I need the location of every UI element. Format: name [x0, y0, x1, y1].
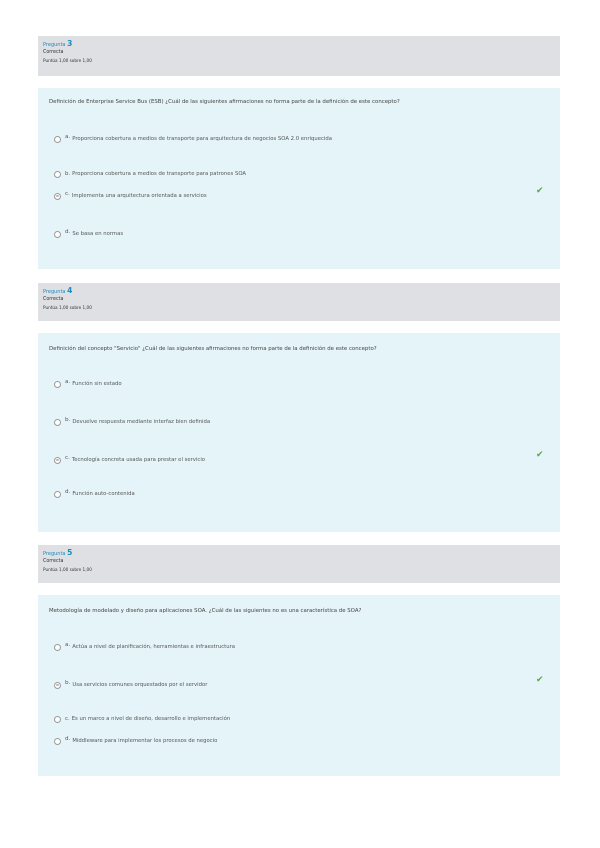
- option-letter: d.: [65, 736, 71, 742]
- option-text: Se basa en normas: [72, 231, 124, 237]
- radio-button[interactable]: [54, 716, 61, 723]
- question-4-state: Correcta: [43, 297, 64, 302]
- option-letter: b.: [65, 171, 71, 177]
- radio-button[interactable]: [54, 738, 61, 745]
- question-4-option-b[interactable]: [54, 416, 210, 428]
- radio-button[interactable]: [54, 644, 61, 651]
- radio-button-selected[interactable]: [54, 457, 61, 464]
- option-text: Tecnología concreta usada para prestar el servicio: [71, 457, 206, 463]
- option-letter: a.: [65, 134, 71, 140]
- question-label: Pregunta: [43, 42, 66, 48]
- question-5-option-c[interactable]: [54, 713, 230, 725]
- option-letter: c.: [65, 191, 70, 197]
- question-3-text: Definición de Enterprise Service Bus (ESB) ¿Cuál de las siguientes afirmaciones no forma parte de la definición de este concepto?: [49, 99, 400, 105]
- question-4-grade: Puntúa 1,00 sobre 1,00: [43, 305, 92, 310]
- option-letter: b.: [65, 680, 71, 686]
- question-5-info: [38, 545, 560, 583]
- question-3-grade: Puntúa 1,00 sobre 1,00: [43, 58, 92, 63]
- question-4-option-c[interactable]: [54, 454, 205, 466]
- option-letter: c.: [65, 455, 70, 461]
- question-4-option-a[interactable]: [54, 378, 122, 390]
- option-text: Proporciona cobertura a medios de transporte para patrones SOA: [72, 171, 247, 177]
- radio-button-selected[interactable]: [54, 682, 61, 689]
- option-text: Usa servicios comunes orquestados por el servidor: [72, 682, 208, 688]
- question-5-content: [38, 595, 560, 776]
- radio-button[interactable]: [54, 491, 61, 498]
- check-icon: ✔: [536, 675, 544, 685]
- question-5-number: [43, 549, 555, 558]
- radio-button-selected[interactable]: [54, 193, 61, 200]
- question-3-number: [43, 40, 555, 49]
- check-icon: ✔: [536, 450, 544, 460]
- check-icon: ✔: [536, 186, 544, 196]
- question-3-option-d[interactable]: [54, 228, 123, 240]
- option-text: Devuelve respuesta mediante interfaz bien definida: [72, 419, 211, 425]
- option-text: Función auto-contenida: [72, 491, 135, 497]
- question-number-value: 4: [67, 286, 73, 295]
- option-text: Proporciona cobertura a medios de transporte para arquitectura de negocios SOA 2.0 enriquecida: [72, 136, 332, 142]
- radio-button[interactable]: [54, 171, 61, 178]
- option-letter: a.: [65, 379, 71, 385]
- option-letter: b.: [65, 417, 71, 423]
- question-5-option-a[interactable]: [54, 641, 235, 653]
- question-number-value: 5: [67, 548, 73, 557]
- question-3-option-c[interactable]: [54, 190, 207, 202]
- question-3-info: [38, 36, 560, 76]
- question-5-text: Metodología de modelado y diseño para aplicaciones SOA. ¿Cuál de las siguientes no es una característica de SOA?: [49, 608, 362, 614]
- question-5-grade: Puntúa 1,00 sobre 1,00: [43, 567, 92, 572]
- question-3-content: [38, 88, 560, 269]
- option-letter: a.: [65, 642, 71, 648]
- option-text: Es un marco a nivel de diseño, desarrollo e implementación: [71, 716, 231, 722]
- option-text: Actúa a nivel de planificación, herramientas e infraestructura: [72, 644, 235, 650]
- question-5-state: Correcta: [43, 559, 64, 564]
- radio-button[interactable]: [54, 136, 61, 143]
- question-3-option-b[interactable]: [54, 168, 246, 180]
- option-text: Middleware para implementar los procesos de negocio: [72, 738, 218, 744]
- question-5-option-d[interactable]: [54, 735, 217, 747]
- question-number-value: 3: [67, 39, 73, 48]
- question-3-option-a[interactable]: [54, 133, 332, 145]
- question-4-number: [43, 287, 555, 296]
- question-4-info: [38, 283, 560, 321]
- question-4-content: [38, 333, 560, 532]
- radio-button[interactable]: [54, 381, 61, 388]
- question-5-option-b[interactable]: [54, 679, 207, 691]
- question-label: Pregunta: [43, 551, 66, 557]
- option-text: Implementa una arquitectura orientada a servicios: [71, 193, 207, 199]
- question-label: Pregunta: [43, 289, 66, 295]
- question-4-text: Definición del concepto "Servicio" ¿Cuál de las siguientes afirmaciones no forma parte de la definición de este concepto?: [49, 346, 377, 352]
- option-letter: d.: [65, 229, 71, 235]
- radio-button[interactable]: [54, 231, 61, 238]
- radio-button[interactable]: [54, 419, 61, 426]
- option-text: Función sin estado: [72, 381, 122, 387]
- option-letter: d.: [65, 489, 71, 495]
- question-4-option-d[interactable]: [54, 488, 135, 500]
- option-letter: c.: [65, 716, 70, 722]
- question-3-state: Correcta: [43, 50, 64, 55]
